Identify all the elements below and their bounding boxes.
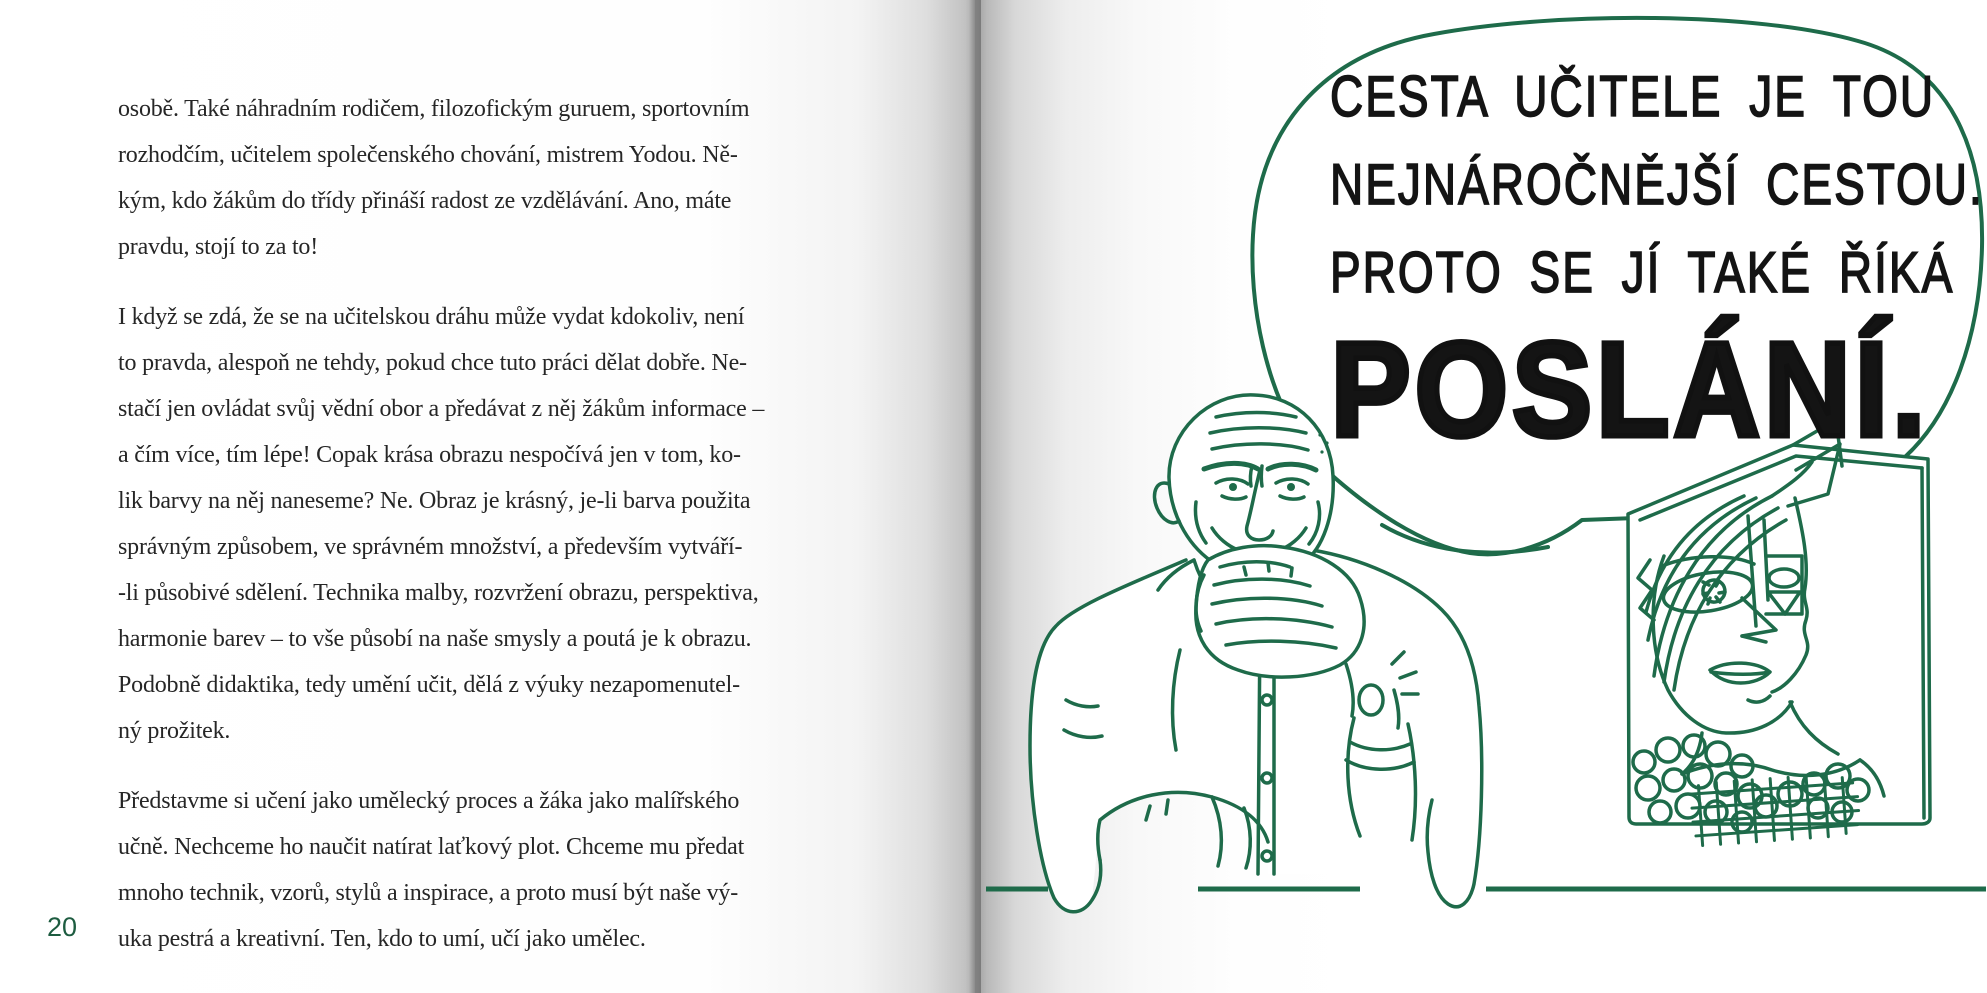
bubble-line: PROTO SE JÍ TAKÉ ŘÍKÁ: [1330, 239, 1955, 305]
bubble-emphasis: POSLÁNÍ.: [1330, 314, 1930, 465]
page-number: 20: [47, 912, 78, 942]
text-line: kým, kdo žákům do třídy přináší radost ze vzdělávání. Ano, máte: [118, 188, 732, 214]
text-line: správným způsobem, ve správném množství, a především vytváří-: [118, 534, 743, 560]
text-line: ný prožitek.: [118, 718, 231, 744]
text-line: lik barvy na něj naneseme? Ne. Obraz je krásný, je-li barva použita: [118, 488, 751, 514]
text-line: stačí jen ovládat svůj vědní obor a předávat z něj žákům informace –: [118, 396, 765, 422]
text-line: pravdu, stojí to za to!: [118, 234, 319, 260]
text-line: I když se zdá, že se na učitelskou dráhu může vydat kdokoliv, není: [118, 304, 745, 330]
text-line: učně. Nechceme ho naučit natírat laťkový plot. Chceme mu předat: [118, 834, 745, 860]
bubble-line: NEJNÁROČNĚJŠÍ CESTOU.: [1330, 151, 1984, 217]
bubble-line: CESTA UČITELE JE TOU: [1330, 63, 1936, 129]
text-line: a čím více, tím lépe! Copak krása obrazu nespočívá jen v tom, ko-: [118, 442, 741, 468]
text-line: -li působivé sdělení. Technika malby, rozvržení obrazu, perspektiva,: [118, 580, 759, 606]
text-line: uka pestrá a kreativní. Ten, kdo to umí, učí jako umělec.: [118, 926, 646, 952]
text-line: rozhodčím, učitelem společenského chování, mistrem Yodou. Ně-: [118, 142, 738, 168]
text-line: to pravda, alespoň ne tehdy, pokud chce tuto práci dělat dobře. Ne-: [118, 350, 747, 376]
text-line: harmonie barev – to vše působí na naše smysly a poutá je k obrazu.: [118, 626, 752, 652]
speech-bubble-text: [1330, 52, 1984, 468]
text-line: Představme si učení jako umělecký proces a žáka jako malířského: [118, 788, 740, 814]
text-line: osobě. Také náhradním rodičem, filozofickým guruem, sportovním: [118, 96, 750, 122]
text-line: Podobně didaktika, tedy umění učit, dělá z výuky nezapomenutel-: [118, 672, 740, 698]
text-line: mnoho technik, vzorů, stylů a inspirace, a proto musí být naše vý-: [118, 880, 738, 906]
